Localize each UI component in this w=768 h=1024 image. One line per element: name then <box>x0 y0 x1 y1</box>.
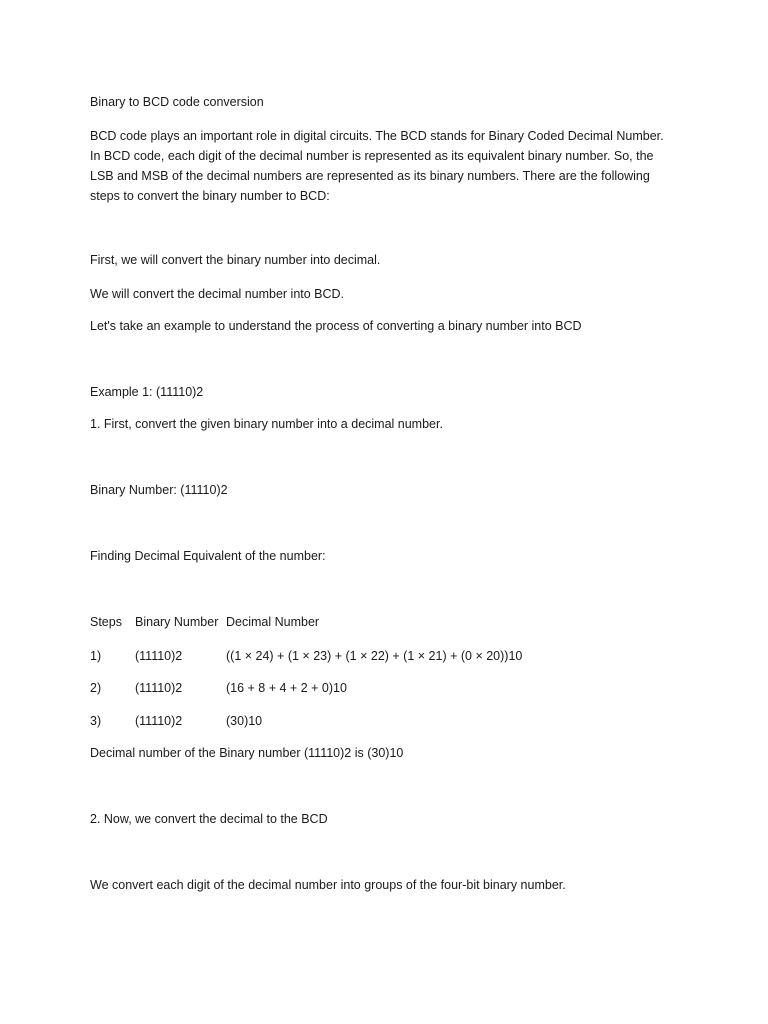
table-header-decimal: Decimal Number <box>226 615 320 629</box>
table-cell-binary: (11110)2 <box>135 681 183 695</box>
table-cell-step: 1) <box>90 649 102 663</box>
step-second-text: We will convert the decimal number into BCD. <box>90 287 345 301</box>
table-cell-decimal: (16 + 8 + 4 + 2 + 0)10 <box>226 681 347 695</box>
intro-line: steps to convert the binary number to BCD: <box>90 189 330 203</box>
convert-groups-text: We convert each digit of the decimal number into groups of the four-bit binary number. <box>90 878 566 892</box>
table-cell-binary: (11110)2 <box>135 649 183 663</box>
intro-line: LSB and MSB of the decimal numbers are represented as its binary numbers. There are the following <box>90 169 650 183</box>
table-cell-decimal: ((1 × 24) + (1 × 23) + (1 × 22) + (1 × 21) + (0 × 20))10 <box>226 649 523 663</box>
intro-line: In BCD code, each digit of the decimal number is represented as its equivalent binary number. So, the <box>90 149 654 163</box>
table-cell-step: 3) <box>90 714 102 728</box>
substep-1-text: 1. First, convert the given binary number into a decimal number. <box>90 417 443 431</box>
result-text: Decimal number of the Binary number (11110)2 is (30)10 <box>90 746 404 760</box>
substep-2-text: 2. Now, we convert the decimal to the BCD <box>90 812 328 826</box>
table-cell-binary: (11110)2 <box>135 714 183 728</box>
finding-decimal-text: Finding Decimal Equivalent of the number: <box>90 549 326 563</box>
intro-line: BCD code plays an important role in digital circuits. The BCD stands for Binary Coded Decimal Number. <box>90 129 664 143</box>
step-first-text: First, we will convert the binary number into decimal. <box>90 253 381 267</box>
binary-number-text: Binary Number: (11110)2 <box>90 483 228 497</box>
table-header-binary: Binary Number <box>135 615 219 629</box>
example-intro-text: Let's take an example to understand the process of converting a binary number into BCD <box>90 319 582 333</box>
intro-paragraph <box>90 126 690 206</box>
document-title: Binary to BCD code conversion <box>90 95 264 109</box>
table-cell-step: 2) <box>90 681 102 695</box>
table-header-steps: Steps <box>90 615 122 629</box>
example-title: Example 1: (11110)2 <box>90 385 204 399</box>
table-cell-decimal: (30)10 <box>226 714 263 728</box>
